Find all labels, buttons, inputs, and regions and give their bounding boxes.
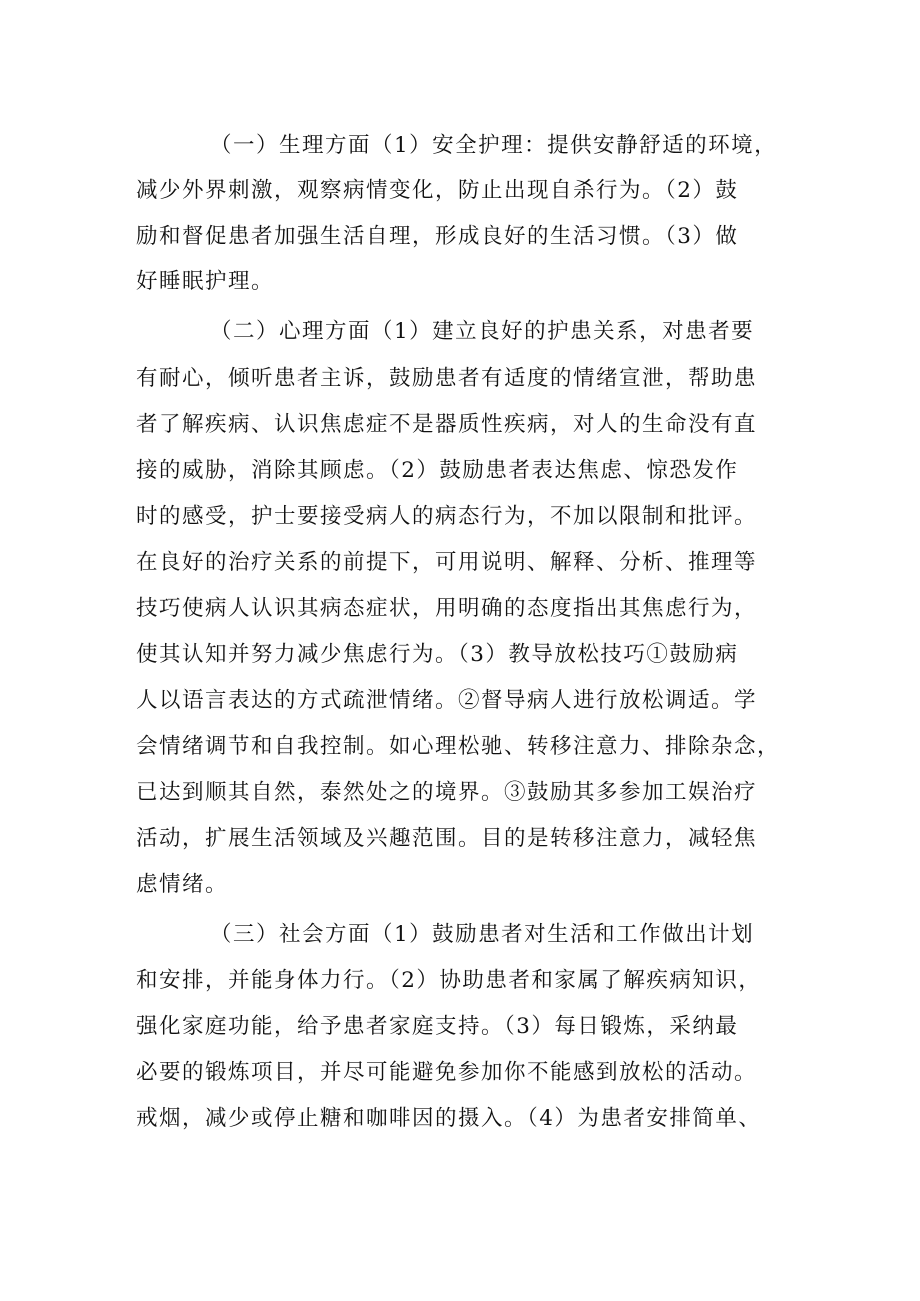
paragraph-2-line-5: 时的感受，护士要接受病人的病态行为，不加以限制和批评。 xyxy=(136,504,758,529)
paragraph-2-line-4: 接的威胁，消除其顾虑。（2）鼓励患者表达焦虑、惊恐发作 xyxy=(136,458,739,483)
paragraph-2-line-10: 会情绪调节和自我控制。如心理松驰、转移注意力、排除杂念， xyxy=(136,734,781,759)
paragraph-1-line-2: 减少外界刺激，观察病情变化，防止出现自杀行为。（2）鼓 xyxy=(136,178,739,203)
paragraph-3-line-3: 强化家庭功能，给予患者家庭支持。（3）每日锻炼，采纳最 xyxy=(136,1014,739,1039)
paragraph-1-line-1: （一）生理方面（1）安全护理：提供安静舒适的环境， xyxy=(210,133,778,158)
paragraph-2-line-6: 在良好的治疗关系的前提下，可用说明、解释、分析、推理等 xyxy=(136,550,758,575)
paragraph-3-line-1: （三）社会方面（1）鼓励患者对生活和工作做出计划 xyxy=(210,922,755,947)
paragraph-3-line-4: 必要的锻炼项目，并尽可能避免参加你不能感到放松的活动。 xyxy=(136,1060,758,1085)
paragraph-2-line-1: （二）心理方面（1）建立良好的护患关系，对患者要 xyxy=(210,319,755,344)
paragraph-3-line-2: 和安排，并能身体力行。（2）协助患者和家属了解疾病知识， xyxy=(136,968,762,993)
paragraph-2-line-7: 技巧使病人认识其病态症状，用明确的态度指出其焦虑行为， xyxy=(136,596,758,621)
paragraph-2-line-2: 有耐心，倾听患者主诉，鼓励患者有适度的情绪宣泄，帮助患 xyxy=(136,366,758,391)
paragraph-1-line-3: 励和督促患者加强生活自理，形成良好的生活习惯。（3）做 xyxy=(136,224,739,249)
paragraph-2-line-9: 人以语言表达的方式疏泄情绪。②督导病人进行放松调适。学 xyxy=(136,688,758,713)
paragraph-2-line-13: 虑情绪。 xyxy=(136,872,229,897)
paragraph-2-line-11: 已达到顺其自然，泰然处之的境界。③鼓励其多参加工娱治疗 xyxy=(136,780,758,805)
paragraph-2-line-8: 使其认知并努力减少焦虑行为。（3）教导放松技巧①鼓励病 xyxy=(136,642,739,667)
paragraph-2-line-12: 活动，扩展生活领域及兴趣范围。目的是转移注意力，减轻焦 xyxy=(136,826,758,851)
paragraph-1-line-4: 好睡眠护理。 xyxy=(136,269,275,294)
paragraph-3-line-5: 戒烟，减少或停止糖和咖啡因的摄入。（4）为患者安排简单、 xyxy=(136,1106,762,1131)
paragraph-2-line-3: 者了解疾病、认识焦虑症不是器质性疾病，对人的生命没有直 xyxy=(136,412,758,437)
